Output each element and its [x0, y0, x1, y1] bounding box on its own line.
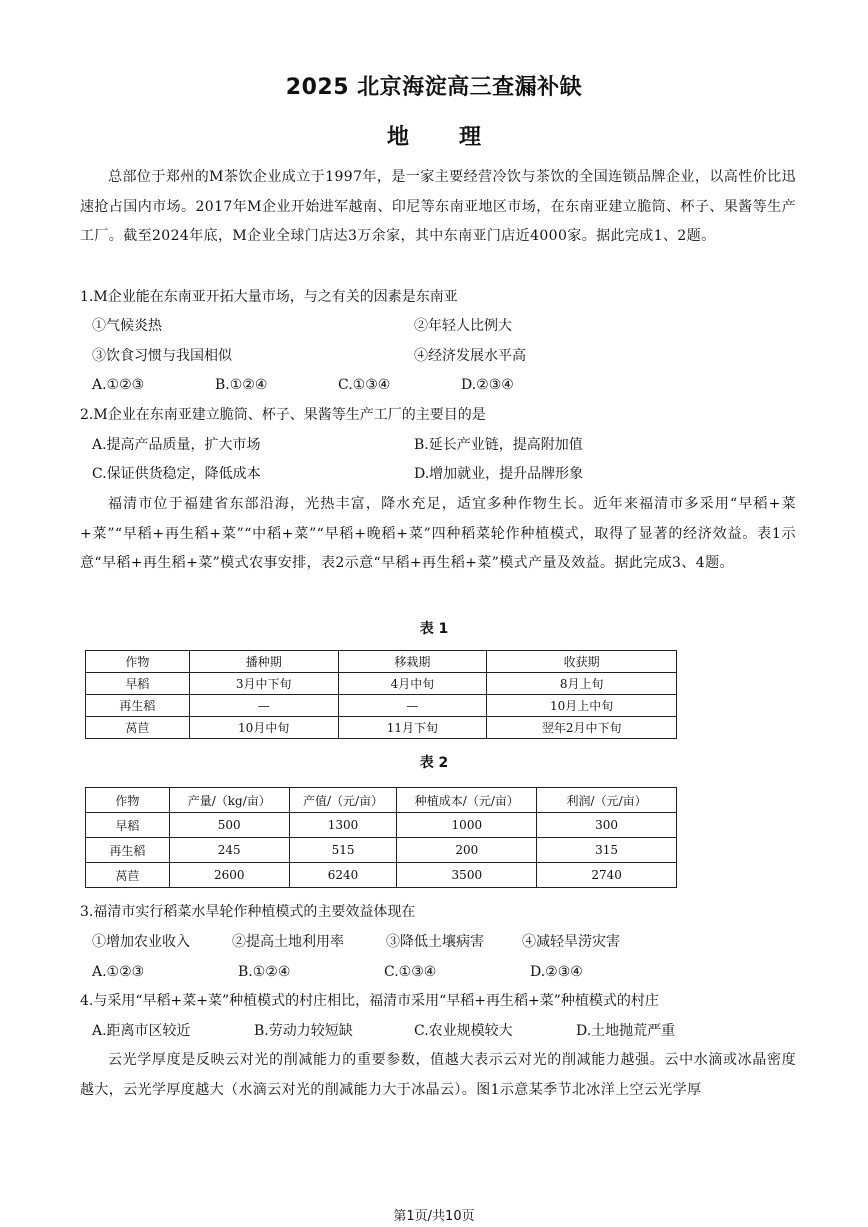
q3-item-1: ①增加农业收入 — [92, 934, 190, 950]
q3-option-b: B.①②④ — [238, 964, 291, 980]
q3-item-2: ②提高土地利用率 — [232, 934, 344, 950]
q4-option-d: D.土地抛荒严重 — [576, 1023, 676, 1039]
table-row — [86, 863, 677, 888]
table-1-cell: — — [338, 695, 487, 717]
q1-option-c: C.①③④ — [338, 377, 391, 393]
page-number: 第1页/共10页 — [393, 1209, 475, 1224]
table-2-cell: 315 — [537, 838, 677, 863]
table-2-cell: 2600 — [169, 863, 289, 888]
question-1-stem: 1.M企业能在东南亚开拓大量市场，与之有关的因素是东南亚 — [80, 289, 458, 305]
passage-2: 福清市位于福建省东部沿海，光热丰富，降水充足，适宜多种作物生长。近年来福清市多采用“早稻+菜+菜”“早稻+再生稻+菜”“中稻+菜”“早稻+晚稻+菜”四种稻菜轮作种植模式，取得了显著的经济效益。表1示意“早稻+再生稻+菜”模式农事安排，表2示意“早稻+再生稻+菜”模式产量及效益。据此完成3、4题。 — [80, 496, 796, 571]
table-1-cell: 再生稻 — [86, 695, 190, 717]
exam-title: 2025 北京海淀高三查漏补缺 — [285, 75, 583, 100]
table-2-cell: 2740 — [537, 863, 677, 888]
table-1 — [85, 650, 677, 739]
q2-option-b: B.延长产业链，提高附加值 — [414, 437, 583, 453]
q1-option-b: B.①②④ — [215, 377, 268, 393]
table-1-header-cell: 播种期 — [189, 651, 338, 673]
table-1-header-row — [86, 651, 677, 673]
table-row — [86, 838, 677, 863]
q1-item-3: ③饮食习惯与我国相似 — [92, 348, 232, 364]
table-row — [86, 695, 677, 717]
q3-item-4: ④减轻旱涝灾害 — [522, 934, 620, 950]
table-1-cell: 8月上旬 — [487, 673, 677, 695]
q2-option-d: D.增加就业，提升品牌形象 — [414, 466, 584, 482]
table-2-cell: 1000 — [397, 813, 537, 838]
table-2-cell: 300 — [537, 813, 677, 838]
q4-option-b: B.劳动力较短缺 — [254, 1023, 353, 1039]
q3-option-d: D.②③④ — [530, 964, 583, 980]
q4-option-c: C.农业规模较大 — [414, 1023, 513, 1039]
table-row — [86, 673, 677, 695]
q3-option-a: A.①②③ — [92, 964, 145, 980]
table-1-cell: 3月中下旬 — [189, 673, 338, 695]
question-2-stem: 2.M企业在东南亚建立脆筒、杯子、果酱等生产工厂的主要目的是 — [80, 407, 486, 423]
table-2-header-cell: 作物 — [86, 788, 170, 813]
q2-option-a: A.提高产品质量，扩大市场 — [92, 437, 261, 453]
table-row — [86, 717, 677, 739]
table-2 — [85, 787, 677, 888]
table-2-header-cell: 利润/（元/亩） — [537, 788, 677, 813]
table-2-cell: 3500 — [397, 863, 537, 888]
table-1-cell: 早稻 — [86, 673, 190, 695]
table-2-header-cell: 产量/（kg/亩） — [169, 788, 289, 813]
table-1-cell: 11月下旬 — [338, 717, 487, 739]
table-2-caption: 表 2 — [419, 755, 449, 771]
q1-item-2: ②年轻人比例大 — [414, 318, 512, 334]
table-1-cell: — — [189, 695, 338, 717]
subject-char-2: 理 — [459, 125, 482, 150]
table-1-caption: 表 1 — [419, 621, 449, 637]
table-1-cell: 4月中旬 — [338, 673, 487, 695]
subject-heading — [0, 120, 868, 151]
table-1-cell: 10月中旬 — [189, 717, 338, 739]
table-2-header-cell: 产值/（元/亩） — [289, 788, 397, 813]
q1-option-d: D.②③④ — [461, 377, 514, 393]
q3-item-3: ③降低土壤病害 — [386, 934, 484, 950]
subject-char-1: 地 — [386, 125, 409, 150]
table-1-header-cell: 收获期 — [487, 651, 677, 673]
table-1-cell: 10月上中旬 — [487, 695, 677, 717]
table-2-cell: 500 — [169, 813, 289, 838]
table-2-cell: 早稻 — [86, 813, 170, 838]
table-2-cell: 莴苣 — [86, 863, 170, 888]
passage-3: 云光学厚度是反映云对光的削减能力的重要参数，值越大表示云对光的削减能力越强。云中水滴或冰晶密度越大，云光学厚度越大（水滴云对光的削减能力大于冰晶云）。图1示意某季节北冰洋上空云光学厚 — [80, 1052, 796, 1098]
table-1-header-cell: 作物 — [86, 651, 190, 673]
table-2-header-cell: 种植成本/（元/亩） — [397, 788, 537, 813]
table-2-cell: 200 — [397, 838, 537, 863]
table-1-cell: 莴苣 — [86, 717, 190, 739]
question-4-stem: 4.与采用“早稻+菜+菜”种植模式的村庄相比，福清市采用“早稻+再生稻+菜”种植模式的村庄 — [80, 993, 659, 1009]
question-3-stem: 3.福清市实行稻菜水旱轮作种植模式的主要效益体现在 — [80, 904, 416, 920]
q1-item-1: ①气候炎热 — [92, 318, 162, 334]
passage-1: 总部位于郑州的M茶饮企业成立于1997年，是一家主要经营冷饮与茶饮的全国连锁品牌企业，以高性价比迅速抢占国内市场。2017年M企业开始进军越南、印尼等东南亚地区市场，在东南亚建立脆筒、杯子、果酱等生产工厂。截至2024年底，M企业全球门店达3万余家，其中东南亚门店近4000家。据此完成1、2题。 — [80, 169, 796, 244]
q2-option-c: C.保证供货稳定，降低成本 — [92, 466, 261, 482]
table-1-cell: 翌年2月中下旬 — [487, 717, 677, 739]
table-2-cell: 245 — [169, 838, 289, 863]
table-2-cell: 6240 — [289, 863, 397, 888]
table-2-cell: 1300 — [289, 813, 397, 838]
table-2-cell: 515 — [289, 838, 397, 863]
table-1-header-cell: 移栽期 — [338, 651, 487, 673]
table-row — [86, 813, 677, 838]
table-2-header-row — [86, 788, 677, 813]
q3-option-c: C.①③④ — [384, 964, 437, 980]
q4-option-a: A.距离市区较近 — [92, 1023, 191, 1039]
q1-item-4: ④经济发展水平高 — [414, 348, 526, 364]
q1-option-a: A.①②③ — [92, 377, 145, 393]
table-2-cell: 再生稻 — [86, 838, 170, 863]
